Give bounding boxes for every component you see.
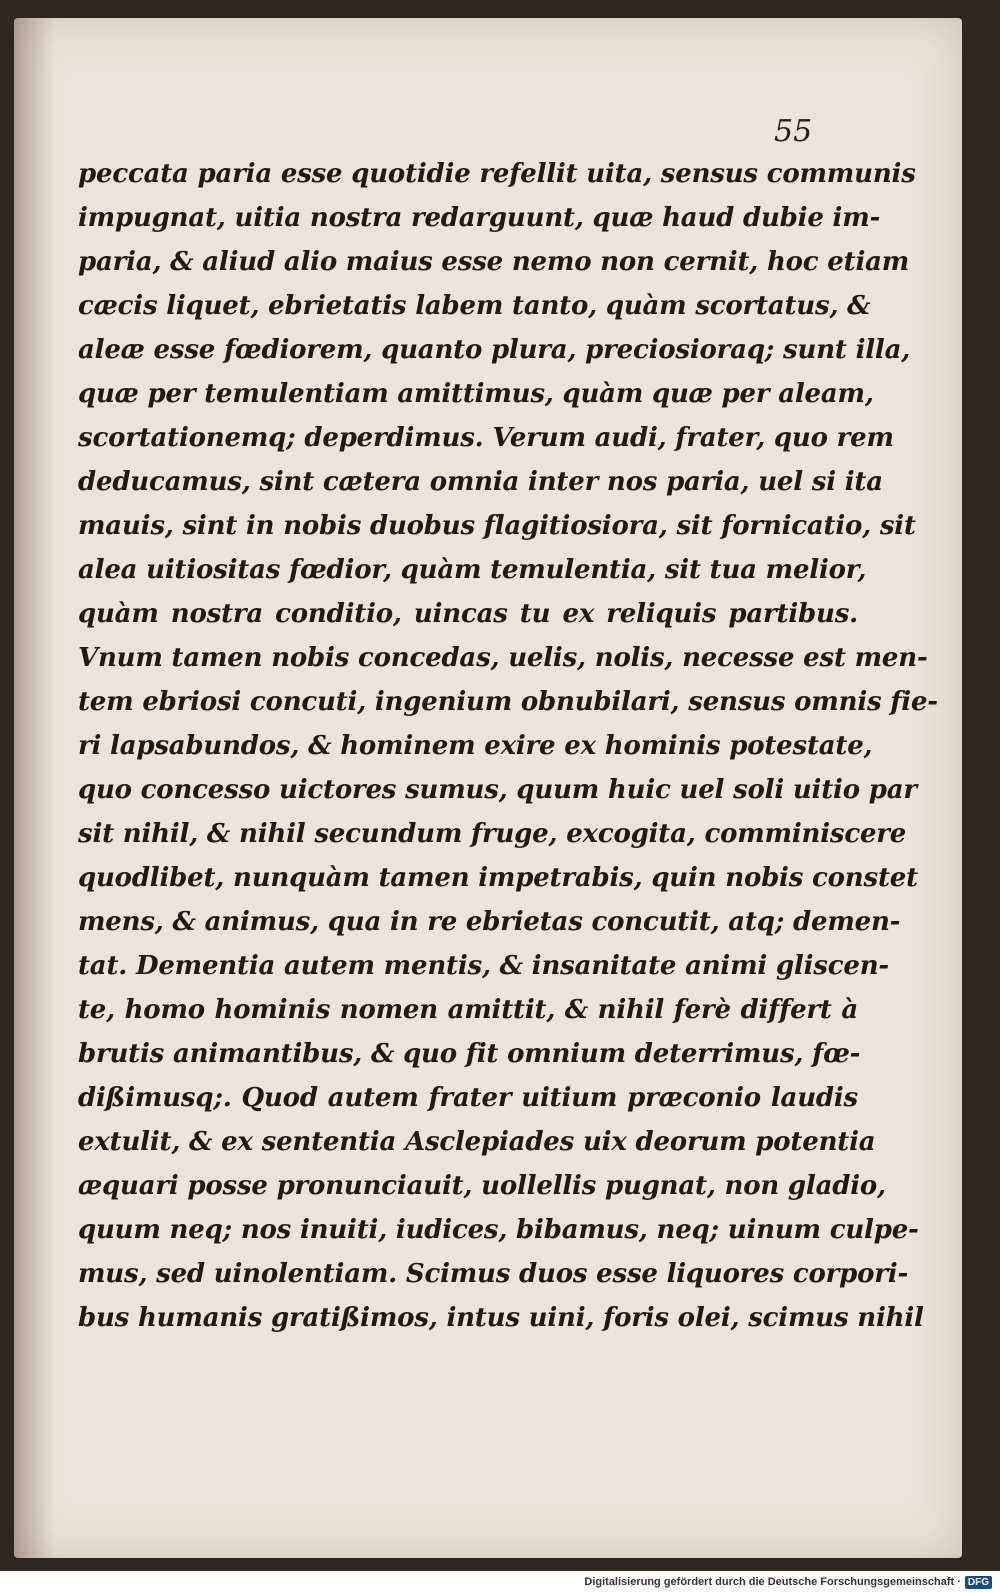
text-line: quodlibet, nunquàm tamen impetrabis, quin nobis constet <box>78 863 918 893</box>
text-line: quæ per temulentiam amittimus, quàm quæ per aleam, <box>78 379 874 409</box>
text-line: te, homo hominis nomen amittit, & nihil ferè differt à <box>78 995 858 1025</box>
text-line: mauis, sint in nobis duobus flagitiosiora, sit fornicatio, sit <box>78 511 916 541</box>
text-line: cæcis liquet, ebrietatis labem tanto, quàm scortatus, & <box>78 291 871 321</box>
funding-credit: Digitalisierung gefördert durch die Deutsche Forschungsgemeinschaft · <box>584 1576 961 1588</box>
text-line: ri lapsabundos, & hominem exire ex hominis potestate, <box>78 731 873 761</box>
digitization-footer <box>0 1571 1000 1593</box>
text-line: alea uitiositas fœdior, quàm temulentia, sit tua melior, <box>78 555 867 585</box>
text-line: tat. Dementia autem mentis, & insanitate animi gliscen- <box>78 951 889 981</box>
text-line: peccata paria esse quotidie refellit uita, sensus communis <box>78 159 916 189</box>
text-line: sit nihil, & nihil secundum fruge, excogita, comminiscere <box>78 819 907 849</box>
body-text <box>78 152 938 1340</box>
text-line: quo concesso uictores sumus, quum huic uel soli uitio par <box>78 775 917 805</box>
text-line: æquari posse pronunciauit, uollellis pugnat, non gladio, <box>78 1171 886 1201</box>
text-line: tem ebriosi concuti, ingenium obnubilari, sensus omnis fie- <box>78 687 938 717</box>
book-page <box>14 18 962 1558</box>
text-line: bus humanis gratißimos, intus uini, foris olei, scimus nihil <box>78 1303 924 1333</box>
text-line: dißimusq;. Quod autem frater uitium præconio laudis <box>78 1083 858 1113</box>
text-line: quum neq; nos inuiti, iudices, bibamus, neq; uinum culpe- <box>78 1215 919 1245</box>
text-line: quàm nostra conditio, uincas tu ex reliquis partibus. <box>78 599 858 629</box>
text-line: mens, & animus, qua in re ebrietas concutit, atq; demen- <box>78 907 901 937</box>
text-line: mus, sed uinolentiam. Scimus duos esse liquores corpori- <box>78 1259 909 1289</box>
text-line: scortationemq; deperdimus. Verum audi, frater, quo rem <box>78 423 894 453</box>
text-line: paria, & aliud alio maius esse nemo non cernit, hoc etiam <box>78 247 910 277</box>
page-number: 55 <box>774 114 813 149</box>
text-line: aleæ esse fœdiorem, quanto plura, preciosioraq; sunt illa, <box>78 335 911 365</box>
text-line: brutis animantibus, & quo fit omnium deterrimus, fœ- <box>78 1039 861 1069</box>
text-line: deducamus, sint cætera omnia inter nos paria, uel si ita <box>78 467 883 497</box>
text-line: Vnum tamen nobis concedas, uelis, nolis, necesse est men- <box>78 643 928 673</box>
text-line: extulit, & ex sententia Asclepiades uix deorum potentia <box>78 1127 876 1157</box>
text-line: impugnat, uitia nostra redarguunt, quæ haud dubie im- <box>78 203 881 233</box>
dfg-logo: DFG <box>965 1576 992 1589</box>
